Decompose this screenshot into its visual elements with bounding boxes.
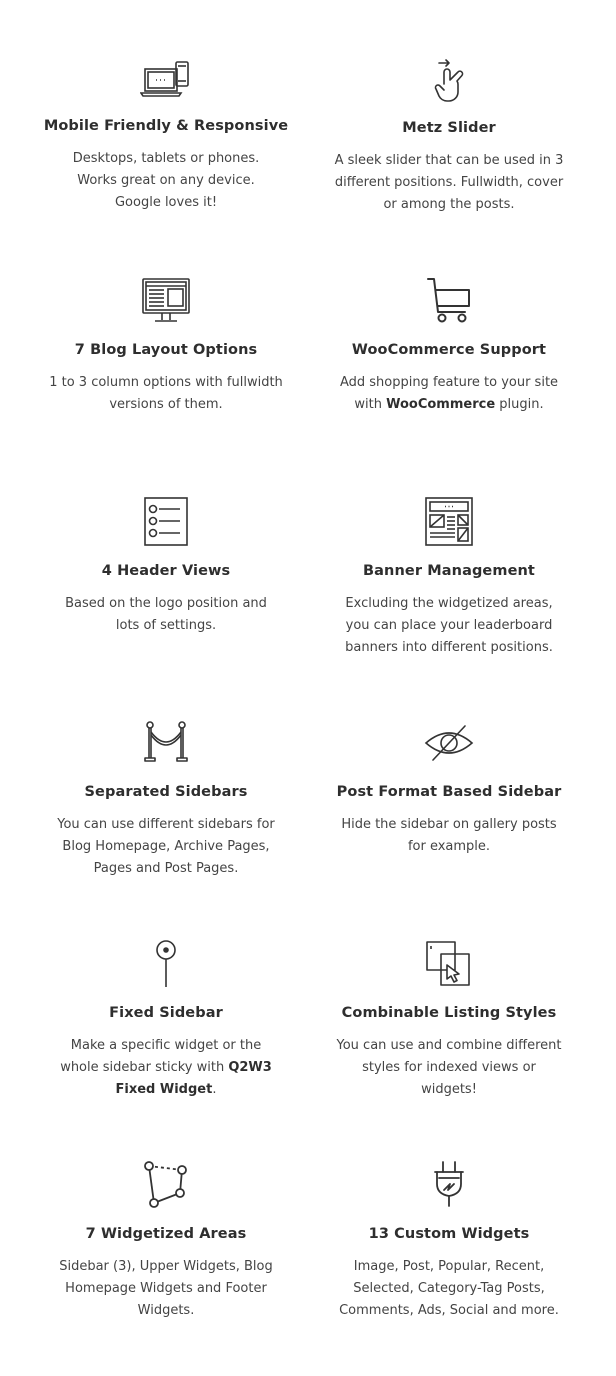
feature-title: 7 Widgetized Areas bbox=[85, 1226, 247, 1242]
feature-title: 13 Custom Widgets bbox=[368, 1226, 530, 1242]
feature-description: Add shopping feature to your site with WooCommerce plugin. bbox=[339, 375, 559, 412]
feature-description: Hide the sidebar on gallery posts for example. bbox=[341, 817, 557, 854]
monitor-layout-icon bbox=[140, 276, 192, 326]
feature-mobile-friendly bbox=[41, 58, 291, 214]
list-icon bbox=[142, 497, 190, 547]
feature-title: Mobile Friendly & Responsive bbox=[43, 118, 289, 134]
feature-description: Based on the logo position and lots of settings. bbox=[65, 596, 267, 633]
feature-title: Metz Slider bbox=[402, 120, 496, 136]
feature-description: 1 to 3 column options with fullwidth versions of them. bbox=[49, 375, 283, 412]
feature-title: Combinable Listing Styles bbox=[341, 1005, 557, 1021]
feature-custom-widgets bbox=[324, 1160, 574, 1322]
feature-title: WooCommerce Support bbox=[351, 342, 547, 358]
eye-off-icon bbox=[423, 718, 475, 768]
feature-description: You can use and combine different styles for indexed views or widgets! bbox=[336, 1038, 562, 1097]
feature-header-views bbox=[41, 497, 291, 637]
devices-icon bbox=[140, 58, 192, 102]
feature-description: You can use different sidebars for Blog Homepage, Archive Pages, Pages and Post Pages. bbox=[57, 817, 275, 876]
feature-post-format-sidebar bbox=[324, 718, 574, 858]
feature-title: Fixed Sidebar bbox=[109, 1005, 223, 1021]
swipe-hand-icon bbox=[427, 58, 471, 104]
windows-cursor-icon bbox=[423, 939, 475, 989]
rope-barrier-icon bbox=[140, 718, 192, 768]
feature-fixed-sidebar bbox=[41, 939, 291, 1101]
feature-description: Image, Post, Popular, Recent, Selected, Category-Tag Posts, Comments, Ads, Social and more. bbox=[339, 1259, 559, 1318]
feature-description: Make a specific widget or the whole sidebar sticky with Q2W3 Fixed Widget. bbox=[60, 1038, 272, 1097]
feature-banner-management bbox=[324, 497, 574, 659]
pin-icon bbox=[146, 939, 186, 989]
feature-metz-slider bbox=[324, 58, 574, 216]
feature-title: 7 Blog Layout Options bbox=[74, 342, 258, 358]
feature-title: Banner Management bbox=[363, 563, 535, 579]
plug-icon bbox=[429, 1160, 469, 1210]
feature-blog-layouts bbox=[41, 276, 291, 416]
feature-combinable-listing bbox=[324, 939, 574, 1101]
feature-title: Separated Sidebars bbox=[84, 784, 248, 800]
feature-separated-sidebars bbox=[41, 718, 291, 880]
feature-title: 4 Header Views bbox=[101, 563, 231, 579]
feature-widgetized-areas bbox=[41, 1160, 291, 1322]
shopping-cart-icon bbox=[425, 276, 473, 326]
feature-title: Post Format Based Sidebar bbox=[336, 784, 562, 800]
feature-description: Desktops, tablets or phones. Works great on any device. Google loves it! bbox=[72, 151, 260, 210]
feature-woocommerce bbox=[324, 276, 574, 416]
banner-icon bbox=[424, 497, 474, 547]
feature-description: A sleek slider that can be used in 3 different positions. Fullwidth, cover or among the posts. bbox=[334, 153, 564, 212]
feature-description: Excluding the widgetized areas, you can place your leaderboard banners into different positions. bbox=[345, 596, 553, 655]
polygon-icon bbox=[140, 1160, 192, 1210]
feature-description: Sidebar (3), Upper Widgets, Blog Homepage Widgets and Footer Widgets. bbox=[59, 1259, 273, 1318]
